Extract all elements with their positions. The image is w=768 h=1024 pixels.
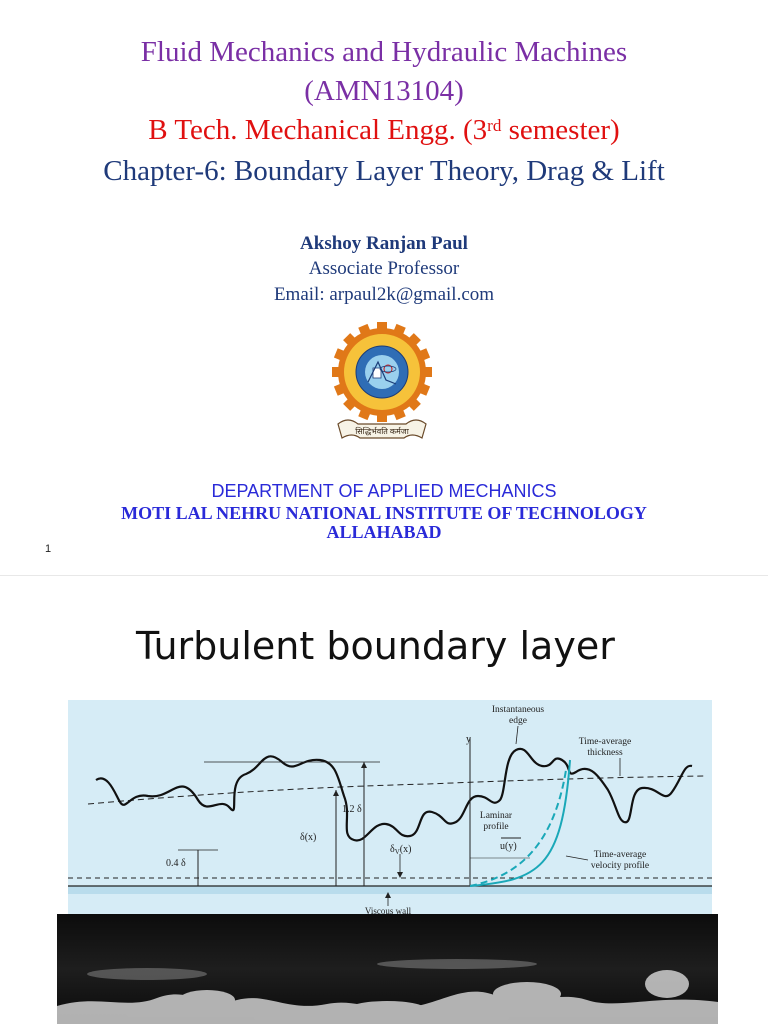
label-viscous-wall: Viscous wall [364, 906, 412, 914]
slide-divider [0, 575, 768, 576]
label-delta-x: δ(x) [300, 832, 317, 843]
label-time-average-thickness-1: Time-average [578, 737, 632, 747]
boundary-layer-diagram [68, 700, 712, 914]
smoke-visualization-photo [57, 914, 718, 1024]
program-prefix: B Tech. Mechanical Engg. (3 [148, 114, 488, 146]
y-axis-label: y [466, 734, 471, 745]
wall-band [68, 886, 712, 894]
slide-2-title: Turbulent boundary layer [136, 624, 615, 668]
author-email: Email: arpaul2k@gmail.com [273, 284, 495, 305]
label-0-4-delta: 0.4 δ [166, 858, 186, 869]
course-title: Fluid Mechanics and Hydraulic Machines [140, 36, 628, 68]
author-name: Akshoy Ranjan Paul [300, 233, 468, 254]
institute-name: MOTI LAL NEHRU NATIONAL INSTITUTE OF TECHNOLOGY [121, 503, 647, 523]
label-instantaneous-edge-1: Instantaneous [491, 705, 545, 715]
label-instantaneous-edge-2: edge [509, 716, 527, 726]
label-u-bar: u(y) [500, 841, 517, 852]
label-laminar-profile-1: Laminar [479, 811, 513, 821]
program-sup: rd [487, 116, 502, 135]
institute-city: ALLAHABAD [326, 522, 442, 542]
department-name: DEPARTMENT OF APPLIED MECHANICS [211, 481, 557, 501]
program-line [0, 114, 768, 147]
course-code: (AMN13104) [304, 75, 464, 107]
label-time-average-thickness-2: thickness [587, 748, 623, 758]
logo-motto: सिद्धिर्भवति कर्मजा [355, 427, 409, 436]
label-delta-v: $\delta_V(x)$ [390, 844, 412, 856]
label-time-average-velocity-2: velocity profile [590, 861, 650, 871]
page-number: 1 [45, 543, 52, 555]
program-suffix: semester) [501, 114, 620, 146]
author-role: Associate Professor [308, 258, 460, 279]
label-time-average-velocity-1: Time-average [593, 850, 647, 860]
label-1-2-delta: 1.2 δ [342, 804, 362, 815]
label-laminar-profile-2: profile [483, 822, 509, 832]
chapter-title: Chapter-6: Boundary Layer Theory, Drag & Lift [103, 155, 665, 187]
institute-logo [332, 322, 432, 450]
